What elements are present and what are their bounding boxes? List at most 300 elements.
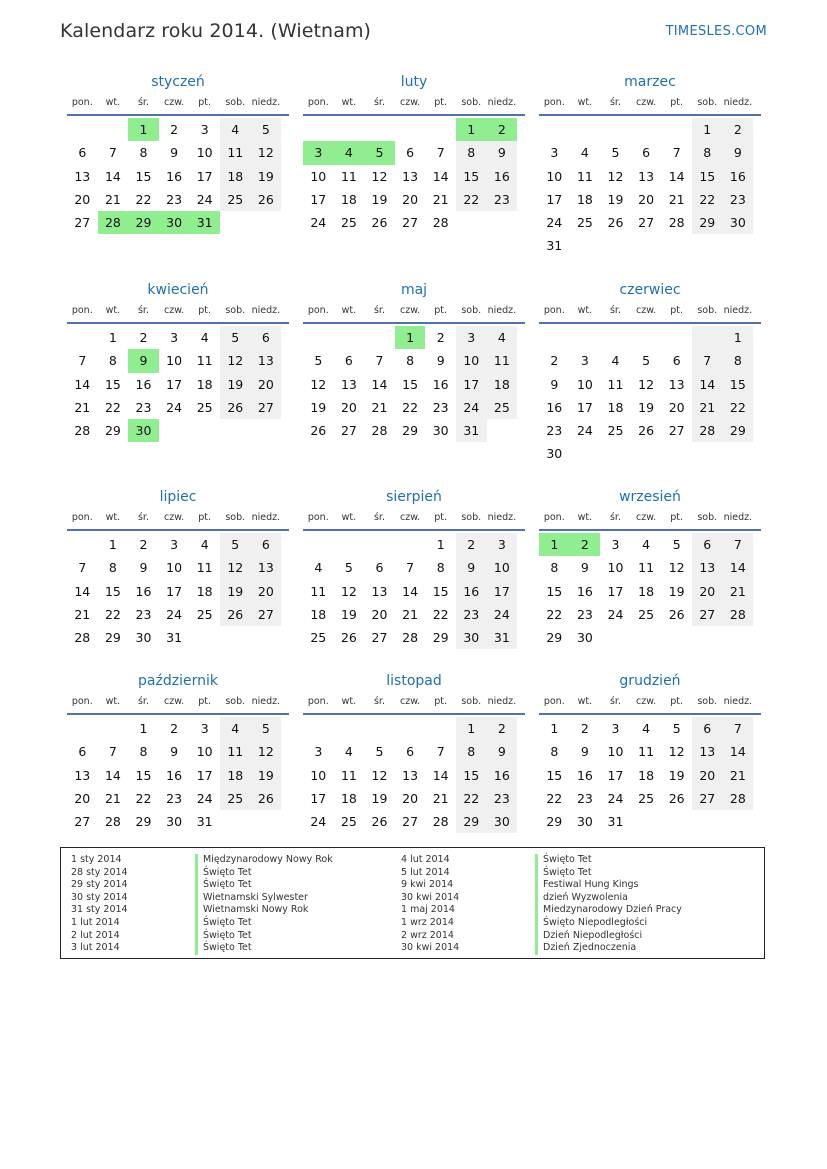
day-cell: 30 xyxy=(432,423,449,439)
legend-holiday-name: Miedzynarodowy Dzień Pracy xyxy=(535,904,682,917)
day-cell: 16 xyxy=(456,580,487,603)
day-cell: 17 xyxy=(607,767,624,783)
day-cell: 5 xyxy=(314,353,323,369)
day-cell: 22 xyxy=(546,606,563,622)
day-cell: 9 xyxy=(580,560,589,576)
weekday-label: sob. xyxy=(461,512,482,523)
day-cell: 24 xyxy=(166,606,183,622)
weekday-header xyxy=(539,511,761,531)
legend-dates-col-1 xyxy=(71,854,128,955)
month-name: luty xyxy=(400,74,428,90)
day-cell: 26 xyxy=(220,396,251,419)
day-cell: 21 xyxy=(668,191,685,207)
month-name: styczeń xyxy=(151,74,205,90)
day-cell: 20 xyxy=(340,399,357,415)
day-cell: 27 xyxy=(251,603,282,626)
day-cell: 10 xyxy=(546,168,563,184)
day-cell: 5 xyxy=(672,721,681,736)
day-cell: 14 xyxy=(402,583,419,599)
day-cell: 4 xyxy=(314,560,323,576)
day-cell: 28 xyxy=(692,419,723,442)
day-cell: 28 xyxy=(432,814,449,830)
day-cell: 5 xyxy=(375,744,384,760)
day-cell: 17 xyxy=(310,790,327,806)
day-cell: 20 xyxy=(251,373,282,396)
day-cell: 15 xyxy=(456,165,487,188)
day-cell: 13 xyxy=(638,168,655,184)
day-cell: 3 xyxy=(170,330,179,345)
day-cell: 15 xyxy=(692,165,723,188)
weekday-label: niedz. xyxy=(487,696,517,707)
legend-date: 30 kwi 2014 xyxy=(401,942,460,954)
day-cell: 1 xyxy=(550,721,559,736)
weekday-label: wt. xyxy=(577,305,593,316)
day-cell: 26 xyxy=(668,790,685,806)
day-cell: 5 xyxy=(220,326,251,349)
day-cell: 11 xyxy=(340,168,357,184)
day-cell: 20 xyxy=(692,764,723,787)
day-cell: 13 xyxy=(74,767,91,783)
day-cell: 4 xyxy=(344,744,353,760)
weekday-label: wt. xyxy=(341,97,357,108)
day-cell: 24 xyxy=(607,790,624,806)
day-cell: 2 xyxy=(487,717,518,740)
weekday-label: sob. xyxy=(697,305,718,316)
weekday-label: wt. xyxy=(105,512,121,523)
day-cell: 11 xyxy=(576,168,593,184)
day-cell: 28 xyxy=(74,630,91,646)
empty-cell xyxy=(364,533,395,556)
month-name: listopad xyxy=(386,673,442,689)
weekday-label: śr. xyxy=(373,512,385,523)
day-cell: 9 xyxy=(550,376,559,392)
holiday-day: 2 xyxy=(570,533,601,556)
day-cell: 25 xyxy=(576,215,593,231)
weekday-label: czw. xyxy=(636,97,657,108)
day-cell: 23 xyxy=(166,191,183,207)
month-8 xyxy=(303,487,525,649)
day-cell: 15 xyxy=(104,376,121,392)
day-cell: 12 xyxy=(371,168,388,184)
weekday-label: wt. xyxy=(341,512,357,523)
weekday-label: pt. xyxy=(198,696,212,707)
day-cell: 19 xyxy=(310,399,327,415)
weekday-label: niedz. xyxy=(723,305,753,316)
day-cell: 5 xyxy=(251,717,282,740)
day-cell: 25 xyxy=(196,399,213,415)
empty-cell xyxy=(425,717,456,740)
day-cell: 13 xyxy=(371,583,388,599)
day-grid xyxy=(67,118,289,234)
weekday-label: niedz. xyxy=(723,696,753,707)
holiday-day: 28 xyxy=(98,211,129,234)
day-cell: 18 xyxy=(196,376,213,392)
weekday-label: pon. xyxy=(71,305,93,316)
day-cell: 30 xyxy=(723,211,754,234)
day-cell: 9 xyxy=(580,744,589,760)
weekday-label: sob. xyxy=(697,512,718,523)
day-cell: 7 xyxy=(78,353,87,369)
day-cell: 3 xyxy=(550,145,559,161)
day-cell: 14 xyxy=(692,373,723,396)
day-cell: 26 xyxy=(251,188,282,211)
day-cell: 25 xyxy=(638,790,655,806)
day-cell: 20 xyxy=(402,790,419,806)
empty-cell xyxy=(539,326,570,349)
day-cell: 16 xyxy=(432,376,449,392)
day-cell: 19 xyxy=(668,583,685,599)
day-cell: 7 xyxy=(436,744,445,760)
day-cell: 6 xyxy=(406,744,415,760)
empty-cell xyxy=(395,717,426,740)
day-cell: 12 xyxy=(371,767,388,783)
day-cell: 22 xyxy=(456,787,487,810)
legend-date: 30 sty 2014 xyxy=(71,891,128,903)
weekday-label: wt. xyxy=(577,97,593,108)
holiday-day: 3 xyxy=(303,141,334,164)
day-cell: 2 xyxy=(170,122,179,137)
weekday-label: sob. xyxy=(225,97,246,108)
day-cell: 11 xyxy=(607,376,624,392)
day-cell: 23 xyxy=(135,606,152,622)
empty-cell xyxy=(98,118,129,141)
weekday-label: czw. xyxy=(164,305,185,316)
day-cell: 3 xyxy=(580,353,589,369)
day-cell: 23 xyxy=(432,399,449,415)
weekday-header xyxy=(539,96,761,116)
weekday-label: sob. xyxy=(225,696,246,707)
day-cell: 8 xyxy=(550,744,559,760)
weekday-label: niedz. xyxy=(251,97,281,108)
day-cell: 10 xyxy=(607,560,624,576)
day-cell: 7 xyxy=(692,349,723,372)
weekday-label: sob. xyxy=(461,305,482,316)
day-cell: 19 xyxy=(340,606,357,622)
day-cell: 10 xyxy=(456,349,487,372)
day-cell: 6 xyxy=(251,533,282,556)
day-cell: 17 xyxy=(310,191,327,207)
day-cell: 19 xyxy=(371,790,388,806)
day-cell: 6 xyxy=(78,744,87,760)
day-cell: 10 xyxy=(487,556,518,579)
day-cell: 23 xyxy=(576,790,593,806)
day-cell: 1 xyxy=(723,326,754,349)
day-cell: 20 xyxy=(371,606,388,622)
weekday-label: czw. xyxy=(400,512,421,523)
day-cell: 20 xyxy=(402,191,419,207)
day-cell: 19 xyxy=(638,399,655,415)
weekday-label: czw. xyxy=(164,512,185,523)
weekday-label: pt. xyxy=(670,97,684,108)
day-cell: 12 xyxy=(251,740,282,763)
day-cell: 4 xyxy=(200,330,209,345)
day-cell: 30 xyxy=(456,626,487,649)
weekday-label: pt. xyxy=(434,305,448,316)
day-cell: 21 xyxy=(104,790,121,806)
weekday-label: sob. xyxy=(697,97,718,108)
day-cell: 8 xyxy=(436,560,445,576)
weekday-label: wt. xyxy=(577,512,593,523)
empty-cell xyxy=(364,326,395,349)
weekday-label: wt. xyxy=(105,696,121,707)
day-cell: 18 xyxy=(607,399,624,415)
day-cell: 23 xyxy=(456,603,487,626)
brand-link[interactable]: TIMESLES.COM xyxy=(665,24,767,39)
day-cell: 16 xyxy=(546,399,563,415)
empty-cell xyxy=(303,533,334,556)
day-cell: 23 xyxy=(135,399,152,415)
day-cell: 29 xyxy=(456,810,487,833)
day-cell: 3 xyxy=(611,721,620,736)
day-cell: 15 xyxy=(546,767,563,783)
day-cell: 16 xyxy=(166,168,183,184)
day-cell: 19 xyxy=(251,165,282,188)
weekday-header xyxy=(67,511,289,531)
day-cell: 31 xyxy=(456,419,487,442)
day-cell: 22 xyxy=(723,396,754,419)
day-cell: 29 xyxy=(104,630,121,646)
day-cell: 6 xyxy=(692,533,723,556)
day-cell: 12 xyxy=(638,376,655,392)
weekday-label: pt. xyxy=(198,512,212,523)
day-cell: 18 xyxy=(196,583,213,599)
legend-holiday-name: Dzień Niepodległości xyxy=(535,930,682,943)
weekday-label: pon. xyxy=(543,696,565,707)
weekday-label: pt. xyxy=(670,305,684,316)
weekday-label: śr. xyxy=(137,696,149,707)
weekday-label: pt. xyxy=(434,512,448,523)
day-cell: 28 xyxy=(74,423,91,439)
day-cell: 27 xyxy=(692,603,723,626)
day-cell: 26 xyxy=(668,606,685,622)
legend-date: 1 maj 2014 xyxy=(401,904,455,916)
day-cell: 7 xyxy=(436,145,445,161)
day-cell: 15 xyxy=(135,168,152,184)
day-cell: 8 xyxy=(406,353,415,369)
day-cell: 21 xyxy=(74,606,91,622)
day-cell: 21 xyxy=(692,396,723,419)
weekday-label: czw. xyxy=(636,305,657,316)
legend-holiday-name: Święto Niepodległości xyxy=(535,917,682,930)
day-cell: 7 xyxy=(375,353,384,369)
empty-cell xyxy=(395,118,426,141)
day-cell: 19 xyxy=(220,580,251,603)
empty-cell xyxy=(67,717,98,740)
day-cell: 9 xyxy=(170,145,179,161)
day-cell: 8 xyxy=(108,353,117,369)
weekday-label: pon. xyxy=(543,97,565,108)
month-9 xyxy=(539,487,761,649)
day-cell: 17 xyxy=(546,191,563,207)
weekday-header xyxy=(67,304,289,324)
holiday-day: 31 xyxy=(189,211,220,234)
day-cell: 4 xyxy=(220,717,251,740)
day-cell: 9 xyxy=(723,141,754,164)
day-cell: 25 xyxy=(196,606,213,622)
weekday-label: czw. xyxy=(400,97,421,108)
day-cell: 11 xyxy=(638,560,655,576)
empty-cell xyxy=(334,533,365,556)
day-cell: 17 xyxy=(607,583,624,599)
day-cell: 17 xyxy=(576,399,593,415)
empty-cell xyxy=(395,533,426,556)
weekday-label: wt. xyxy=(341,696,357,707)
day-cell: 16 xyxy=(487,764,518,787)
day-cell: 30 xyxy=(576,814,593,830)
day-cell: 17 xyxy=(196,767,213,783)
day-cell: 18 xyxy=(220,165,251,188)
weekday-label: pt. xyxy=(670,512,684,523)
day-grid xyxy=(303,533,525,649)
day-cell: 21 xyxy=(432,790,449,806)
day-cell: 26 xyxy=(310,423,327,439)
day-cell: 3 xyxy=(314,744,323,760)
day-cell: 15 xyxy=(723,373,754,396)
day-cell: 17 xyxy=(487,580,518,603)
day-cell: 21 xyxy=(104,191,121,207)
weekday-header xyxy=(539,304,761,324)
legend-holiday-name: Święto Tet xyxy=(195,867,333,880)
day-cell: 22 xyxy=(135,191,152,207)
empty-cell xyxy=(67,326,98,349)
day-cell: 13 xyxy=(340,376,357,392)
day-cell: 8 xyxy=(723,349,754,372)
day-cell: 27 xyxy=(638,215,655,231)
day-cell: 20 xyxy=(74,191,91,207)
legend-names-col-2 xyxy=(535,854,682,955)
day-cell: 18 xyxy=(340,790,357,806)
day-cell: 14 xyxy=(432,767,449,783)
day-cell: 23 xyxy=(723,188,754,211)
day-cell: 12 xyxy=(340,583,357,599)
empty-cell xyxy=(661,326,692,349)
day-cell: 6 xyxy=(344,353,353,369)
day-cell: 9 xyxy=(436,353,445,369)
day-cell: 29 xyxy=(546,630,563,646)
day-cell: 20 xyxy=(668,399,685,415)
empty-cell xyxy=(631,118,662,141)
day-cell: 29 xyxy=(135,814,152,830)
legend-date: 31 sty 2014 xyxy=(71,904,128,916)
day-cell: 24 xyxy=(546,215,563,231)
month-1 xyxy=(67,72,289,234)
day-cell: 11 xyxy=(196,560,213,576)
empty-cell xyxy=(303,326,334,349)
day-cell: 24 xyxy=(310,814,327,830)
weekday-label: sob. xyxy=(461,97,482,108)
day-cell: 13 xyxy=(251,349,282,372)
empty-cell xyxy=(600,326,631,349)
day-cell: 4 xyxy=(580,145,589,161)
holiday-day: 5 xyxy=(364,141,395,164)
day-cell: 3 xyxy=(200,721,209,736)
holiday-day: 1 xyxy=(539,533,570,556)
day-cell: 3 xyxy=(611,537,620,552)
day-cell: 27 xyxy=(74,814,91,830)
day-cell: 25 xyxy=(340,215,357,231)
day-cell: 1 xyxy=(108,537,117,552)
weekday-label: śr. xyxy=(609,305,621,316)
holiday-day: 4 xyxy=(334,141,365,164)
day-cell: 9 xyxy=(139,560,148,576)
holiday-day: 29 xyxy=(128,211,159,234)
weekday-header xyxy=(303,96,525,116)
weekday-label: pt. xyxy=(198,305,212,316)
month-name: kwiecień xyxy=(147,282,209,298)
day-cell: 17 xyxy=(166,583,183,599)
day-cell: 30 xyxy=(135,630,152,646)
legend-dates-col-2 xyxy=(401,854,459,955)
legend-date: 3 lut 2014 xyxy=(71,942,120,954)
day-cell: 11 xyxy=(220,141,251,164)
day-cell: 6 xyxy=(375,560,384,576)
day-cell: 26 xyxy=(220,603,251,626)
holiday-day: 1 xyxy=(128,118,159,141)
weekday-label: sob. xyxy=(461,696,482,707)
legend-date: 4 lut 2014 xyxy=(401,854,450,865)
day-cell: 19 xyxy=(668,767,685,783)
day-cell: 24 xyxy=(576,423,593,439)
day-cell: 24 xyxy=(487,603,518,626)
day-cell: 23 xyxy=(487,787,518,810)
weekday-label: niedz. xyxy=(723,97,753,108)
empty-cell xyxy=(334,118,365,141)
day-cell: 6 xyxy=(692,717,723,740)
day-cell: 27 xyxy=(692,787,723,810)
day-cell: 29 xyxy=(546,814,563,830)
day-cell: 27 xyxy=(251,396,282,419)
weekday-label: wt. xyxy=(105,97,121,108)
day-cell: 5 xyxy=(344,560,353,576)
day-cell: 16 xyxy=(135,583,152,599)
weekday-label: czw. xyxy=(164,97,185,108)
legend-names-col-1 xyxy=(195,854,333,955)
empty-cell xyxy=(98,717,129,740)
legend-date: 1 sty 2014 xyxy=(71,854,122,865)
day-cell: 9 xyxy=(456,556,487,579)
day-cell: 1 xyxy=(436,537,445,552)
day-cell: 6 xyxy=(251,326,282,349)
weekday-label: niedz. xyxy=(487,512,517,523)
day-grid xyxy=(539,118,761,258)
empty-cell xyxy=(67,118,98,141)
day-cell: 12 xyxy=(668,744,685,760)
day-cell: 17 xyxy=(196,168,213,184)
legend-holiday-name: Międzynarodowy Nowy Rok xyxy=(195,854,333,867)
day-cell: 3 xyxy=(456,326,487,349)
day-grid xyxy=(67,326,289,442)
weekday-label: czw. xyxy=(636,512,657,523)
day-cell: 22 xyxy=(456,188,487,211)
day-cell: 24 xyxy=(607,606,624,622)
day-cell: 8 xyxy=(139,145,148,161)
day-cell: 7 xyxy=(108,145,117,161)
day-cell: 8 xyxy=(108,560,117,576)
month-10 xyxy=(67,671,289,833)
weekday-label: czw. xyxy=(400,305,421,316)
day-cell: 31 xyxy=(487,626,518,649)
weekday-header xyxy=(539,695,761,715)
day-cell: 2 xyxy=(436,330,445,345)
weekday-label: pt. xyxy=(434,696,448,707)
day-cell: 14 xyxy=(104,767,121,783)
empty-cell xyxy=(334,717,365,740)
weekday-label: pon. xyxy=(71,696,93,707)
day-cell: 12 xyxy=(220,556,251,579)
weekday-label: śr. xyxy=(609,97,621,108)
day-cell: 25 xyxy=(638,606,655,622)
month-4 xyxy=(67,280,289,442)
